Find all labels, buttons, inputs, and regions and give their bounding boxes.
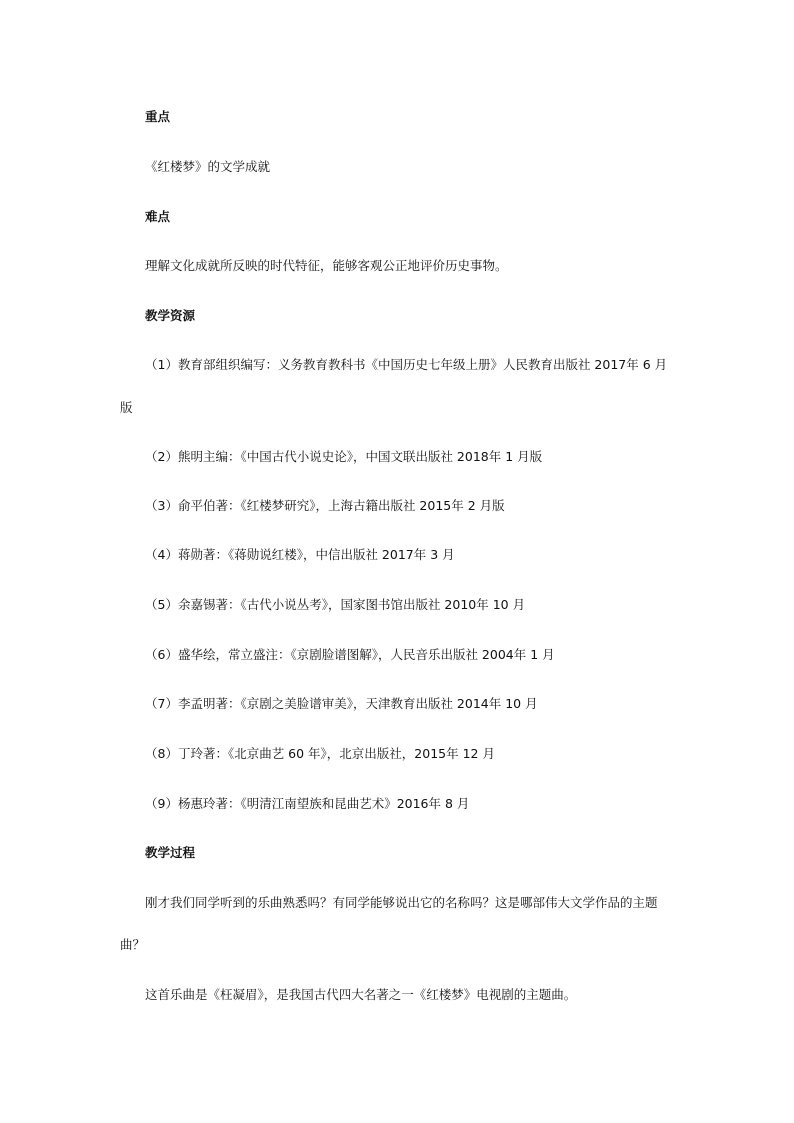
process-paragraph-2: 这首乐曲是《枉凝眉》，是我国古代四大名著之一《红楼梦》电视剧的主题曲。	[145, 987, 577, 1002]
difficulty-text: 理解文化成就所反映的时代特征，能够客观公正地评价历史事物。	[145, 258, 508, 273]
resource-item-1-continued: 版	[120, 400, 133, 415]
resource-item-2: （2）熊明主编：《中国古代小说史论》，中国文联出版社 2018年 1 月版	[145, 449, 543, 464]
process-paragraph-1: 刚才我们同学听到的乐曲熟悉吗？有同学能够说出它的名称吗？这是哪部伟大文学作品的主题	[145, 895, 658, 910]
resource-item-9: （9）杨惠玲著：《明清江南望族和昆曲艺术》2016年 8 月	[145, 796, 470, 811]
resource-item-1: （1）教育部组织编写：义务教育教科书《中国历史七年级上册》人民教育出版社 2017年 6 月	[145, 357, 668, 372]
resource-item-3: （3）俞平伯著：《红楼梦研究》，上海古籍出版社 2015年 2 月版	[145, 498, 505, 513]
resource-item-6: （6）盛华绘，常立盛注：《京剧脸谱图解》，人民音乐出版社 2004年 1 月	[145, 647, 555, 662]
key-point-heading: 重点	[145, 109, 171, 124]
resource-item-5: （5）余嘉锡著：《古代小说丛考》，国家图书馆出版社 2010年 10 月	[145, 597, 526, 612]
difficulty-heading: 难点	[145, 209, 171, 224]
resources-heading: 教学资源	[145, 308, 196, 323]
resource-item-8: （8）丁玲著：《北京曲艺 60 年》，北京出版社，2015年 12 月	[145, 746, 495, 761]
key-point-text: 《红楼梦》的文学成就	[145, 159, 271, 174]
resource-item-4: （4）蒋勋著：《蒋勋说红楼》，中信出版社 2017年 3 月	[145, 547, 455, 562]
process-paragraph-1-continued: 曲？	[120, 937, 146, 952]
resource-item-7: （7）李孟明著：《京剧之美脸谱审美》，天津教育出版社 2014年 10 月	[145, 696, 538, 711]
process-heading: 教学过程	[145, 845, 196, 860]
